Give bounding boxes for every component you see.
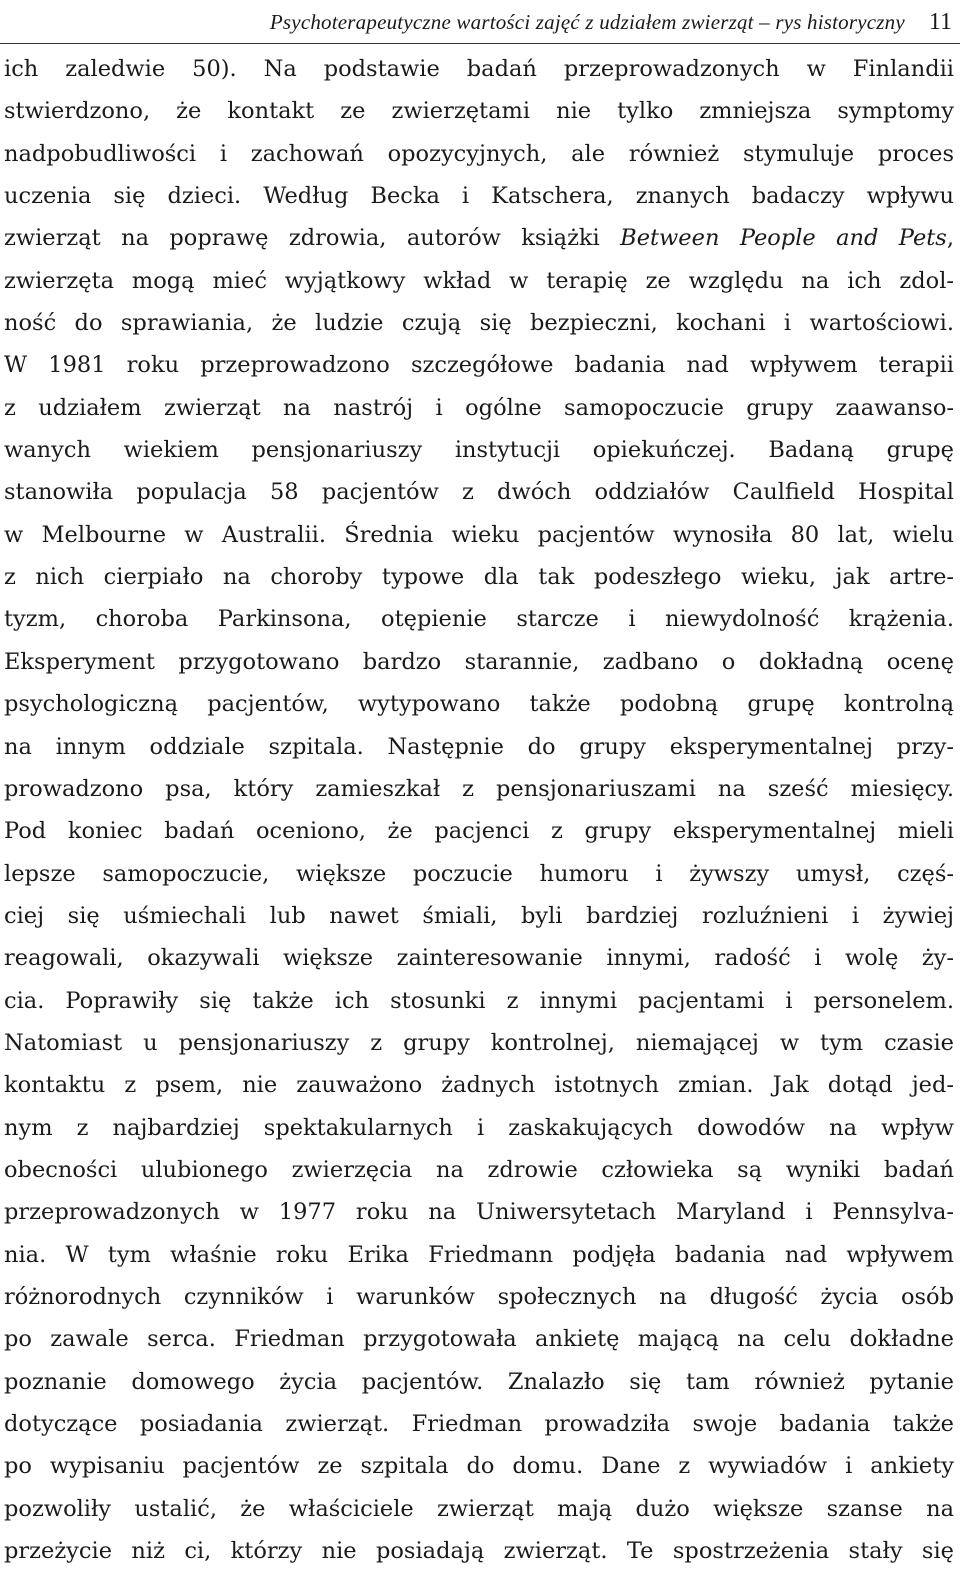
text-line: Eksperyment przygotowano bardzo starannie, zadbano o dokładną ocenę xyxy=(4,648,954,675)
text-line: kontaktu z psem, nie zauważono żadnych istotnych zmian. Jak dotąd jed- xyxy=(4,1072,954,1099)
text-line: w Melbourne w Australii. Średnia wieku pacjentów wynosiła 80 lat, wielu xyxy=(4,521,954,548)
text-line: na innym oddziale szpitala. Następnie do grupy eksperymentalnej przy- xyxy=(4,733,954,760)
text-line: reagowali, okazywali większe zainteresowanie innymi, radość i wolę ży- xyxy=(4,945,954,972)
body-text xyxy=(0,48,960,1572)
text-line: lepsze samopoczucie, większe poczucie humoru i żywszy umysł, częś- xyxy=(4,860,954,887)
text-line: po zawale serca. Friedman przygotowała ankietę mającą na celu dokładne xyxy=(4,1326,954,1353)
text-line: przeżycie niż ci, którzy nie posiadają zwierząt. Te spostrzeżenia stały się xyxy=(4,1538,954,1565)
running-header xyxy=(0,0,960,44)
text-segment: zwierząt na poprawę zdrowia, autorów książki xyxy=(4,225,621,252)
text-line: tyzm, choroba Parkinsona, otępienie starcze i niewydolność krążenia. xyxy=(4,606,954,633)
text-line: zwierzęta mogą mieć wyjątkowy wkład w terapię ze względu na ich zdol- xyxy=(4,267,954,294)
text-segment: , xyxy=(946,225,954,252)
text-line: z nich cierpiało na choroby typowe dla tak podeszłego wieku, jak artre- xyxy=(4,564,954,591)
running-title: Psychoterapeutyczne wartości zajęć z udziałem zwierząt – rys historyczny xyxy=(269,9,905,34)
text-line xyxy=(4,217,954,259)
text-line: ciej się uśmiechali lub nawet śmiali, byli bardziej rozluźnieni i żywiej xyxy=(4,902,954,929)
text-line: W 1981 roku przeprowadzono szczegółowe badania nad wpływem terapii xyxy=(4,352,954,379)
text-line: wanych wiekiem pensjonariuszy instytucji opiekuńczej. Badaną grupę xyxy=(4,437,954,464)
text-line: nym z najbardziej spektakularnych i zaskakujących dowodów na wpływ xyxy=(4,1114,954,1141)
text-line: nia. W tym właśnie roku Erika Friedmann podjęła badania nad wpływem xyxy=(4,1241,954,1268)
text-line: ich zaledwie 50). Na podstawie badań przeprowadzonych w Finlandii xyxy=(4,56,954,82)
text-line: psychologiczną pacjentów, wytypowano także podobną grupę kontrolną xyxy=(4,691,954,718)
book-title-italic: Between People and Pets xyxy=(620,225,947,252)
text-line: dotyczące posiadania zwierząt. Friedman prowadziła swoje badania także xyxy=(4,1411,954,1437)
text-line: nadpobudliwości i zachowań opozycyjnych, ale również stymuluje proces xyxy=(4,140,954,167)
text-line: cia. Poprawiły się także ich stosunki z innymi pacjentami i personelem. xyxy=(4,987,954,1014)
text-line: pozwoliły ustalić, że właściciele zwierząt mają dużo większe szanse na xyxy=(4,1495,954,1522)
page-number: 11 xyxy=(928,8,952,35)
text-line: przeprowadzonych w 1977 roku na Uniwersytetach Maryland i Pennsylva- xyxy=(4,1199,954,1226)
text-line: Natomiast u pensjonariuszy z grupy kontrolnej, niemającej w tym czasie xyxy=(4,1029,954,1056)
text-line: stwierdzono, że kontakt ze zwierzętami nie tylko zmniejsza symptomy xyxy=(4,98,954,125)
text-line: po wypisaniu pacjentów ze szpitala do domu. Dane z wywiadów i ankiety xyxy=(4,1453,954,1480)
text-line: ność do sprawiania, że ludzie czują się bezpieczni, kochani i wartościowi. xyxy=(4,310,954,337)
text-line: stanowiła populacja 58 pacjentów z dwóch oddziałów Caulfield Hospital xyxy=(4,479,954,506)
header-rule xyxy=(0,43,960,44)
text-line: różnorodnych czynników i warunków społecznych na długość życia osób xyxy=(4,1283,954,1310)
text-line: uczenia się dzieci. Według Becka i Katschera, znanych badaczy wpływu xyxy=(4,183,954,210)
text-line: obecności ulubionego zwierzęcia na zdrowie człowieka są wyniki badań xyxy=(4,1156,954,1183)
text-line: poznanie domowego życia pacjentów. Znalazło się tam również pytanie xyxy=(4,1368,954,1395)
text-line: z udziałem zwierząt na nastrój i ogólne samopoczucie grupy zaawanso- xyxy=(4,394,954,421)
text-line: prowadzono psa, który zamieszkał z pensjonariuszami na sześć miesięcy. xyxy=(4,775,954,802)
text-line: Pod koniec badań oceniono, że pacjenci z grupy eksperymentalnej mieli xyxy=(4,818,954,845)
